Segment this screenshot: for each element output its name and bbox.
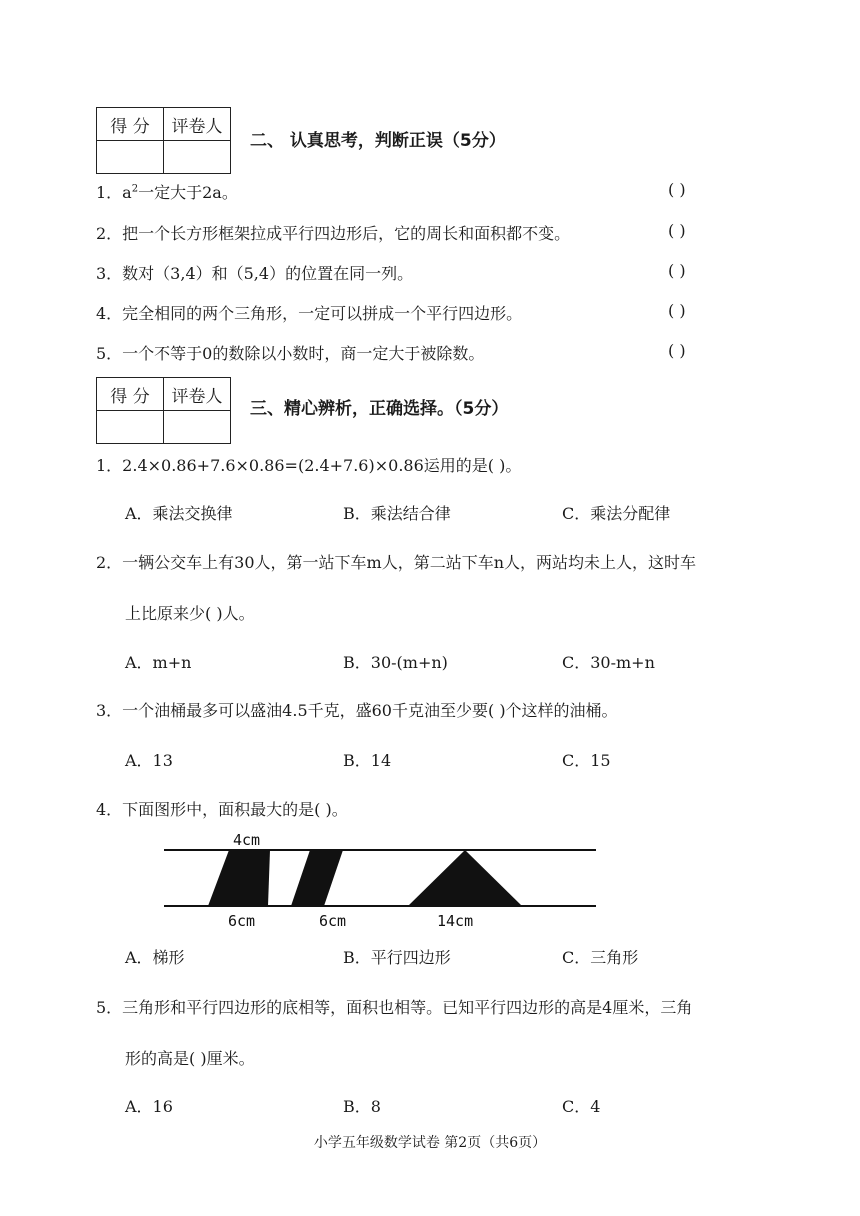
- q3-option-b[interactable]: B．14: [343, 751, 392, 770]
- q3-option-c[interactable]: C．15: [562, 751, 611, 770]
- grader-cell[interactable]: [164, 141, 231, 174]
- choice-q1: 1．2.4×0.86+7.6×0.86=(2.4+7.6)×0.86运用的是( )。: [96, 456, 522, 475]
- label-trapezoid-6cm: 6cm: [228, 912, 256, 930]
- q1-option-a[interactable]: A．乘法交换律: [125, 504, 233, 523]
- label-triangle-14cm: 14cm: [437, 912, 474, 930]
- score-cell[interactable]: [97, 411, 164, 444]
- judge-item-1: [96, 180, 238, 203]
- parallelogram-shape: [291, 850, 343, 906]
- q4-option-c[interactable]: C．三角形: [562, 948, 639, 967]
- choice-q5-line2: 形的高是( )厘米。: [125, 1049, 255, 1068]
- q5-option-b[interactable]: B．8: [343, 1097, 381, 1116]
- judge-answer-5[interactable]: ( ): [668, 341, 686, 360]
- page-footer: 小学五年级数学试卷 第2页（共6页）: [313, 1135, 547, 1151]
- choice-q2-line2: 上比原来少( )人。: [125, 604, 255, 623]
- judge-item-2: 2．把一个长方形框架拉成平行四边形后，它的周长和面积都不变。: [96, 224, 571, 243]
- section2-title: 二、 认真思考，判断正误（5分）: [250, 131, 506, 151]
- judge-item-4: 4．完全相同的两个三角形，一定可以拼成一个平行四边形。: [96, 304, 523, 323]
- score-label: 得 分: [97, 378, 164, 411]
- grader-label: 评卷人: [164, 378, 231, 411]
- q5-option-a[interactable]: A．16: [125, 1097, 173, 1116]
- q1-option-b[interactable]: B．乘法结合律: [343, 504, 451, 523]
- score-cell[interactable]: [97, 141, 164, 174]
- score-label: 得 分: [97, 108, 164, 141]
- judge-item-1-post: 一定大于2a。: [138, 183, 238, 202]
- judge-answer-2[interactable]: ( ): [668, 221, 686, 240]
- grader-cell[interactable]: [164, 411, 231, 444]
- judge-item-1-sup: 2: [131, 183, 139, 195]
- choice-q2-line1: 2．一辆公交车上有30人，第一站下车m人，第二站下车n人，两站均未上人，这时车: [96, 553, 697, 572]
- trapezoid-shape: [208, 850, 270, 906]
- shapes-figure: [160, 825, 600, 935]
- label-top-4cm: 4cm: [233, 831, 261, 849]
- judge-item-1-pre: 1．a: [96, 183, 132, 202]
- grader-label: 评卷人: [164, 108, 231, 141]
- q2-option-b[interactable]: B．30-(m+n): [343, 653, 448, 672]
- score-box-section3: [96, 377, 231, 444]
- q4-option-a[interactable]: A．梯形: [125, 948, 185, 967]
- judge-item-3: 3．数对（3,4）和（5,4）的位置在同一列。: [96, 264, 414, 283]
- section3-title: 三、精心辨析，正确选择。（5分）: [250, 399, 509, 419]
- judge-answer-4[interactable]: ( ): [668, 301, 686, 320]
- q2-option-c[interactable]: C．30-m+n: [562, 653, 655, 672]
- label-parallelogram-6cm: 6cm: [319, 912, 347, 930]
- choice-q5-line1: 5．三角形和平行四边形的底相等，面积也相等。已知平行四边形的高是4厘米，三角: [96, 998, 693, 1017]
- q2-option-a[interactable]: A．m+n: [125, 653, 192, 672]
- judge-answer-3[interactable]: ( ): [668, 261, 686, 280]
- q5-option-c[interactable]: C．4: [562, 1097, 601, 1116]
- q4-option-b[interactable]: B．平行四边形: [343, 948, 451, 967]
- judge-answer-1[interactable]: ( ): [668, 180, 686, 199]
- judge-item-5: 5．一个不等于0的数除以小数时，商一定大于被除数。: [96, 344, 485, 363]
- score-box-section2: [96, 107, 231, 174]
- q3-option-a[interactable]: A．13: [125, 751, 173, 770]
- choice-q4: 4．下面图形中，面积最大的是( )。: [96, 800, 348, 819]
- triangle-shape: [408, 850, 522, 906]
- q1-option-c[interactable]: C．乘法分配律: [562, 504, 671, 523]
- choice-q3: 3．一个油桶最多可以盛油4.5千克，盛60千克油至少要( )个这样的油桶。: [96, 701, 618, 720]
